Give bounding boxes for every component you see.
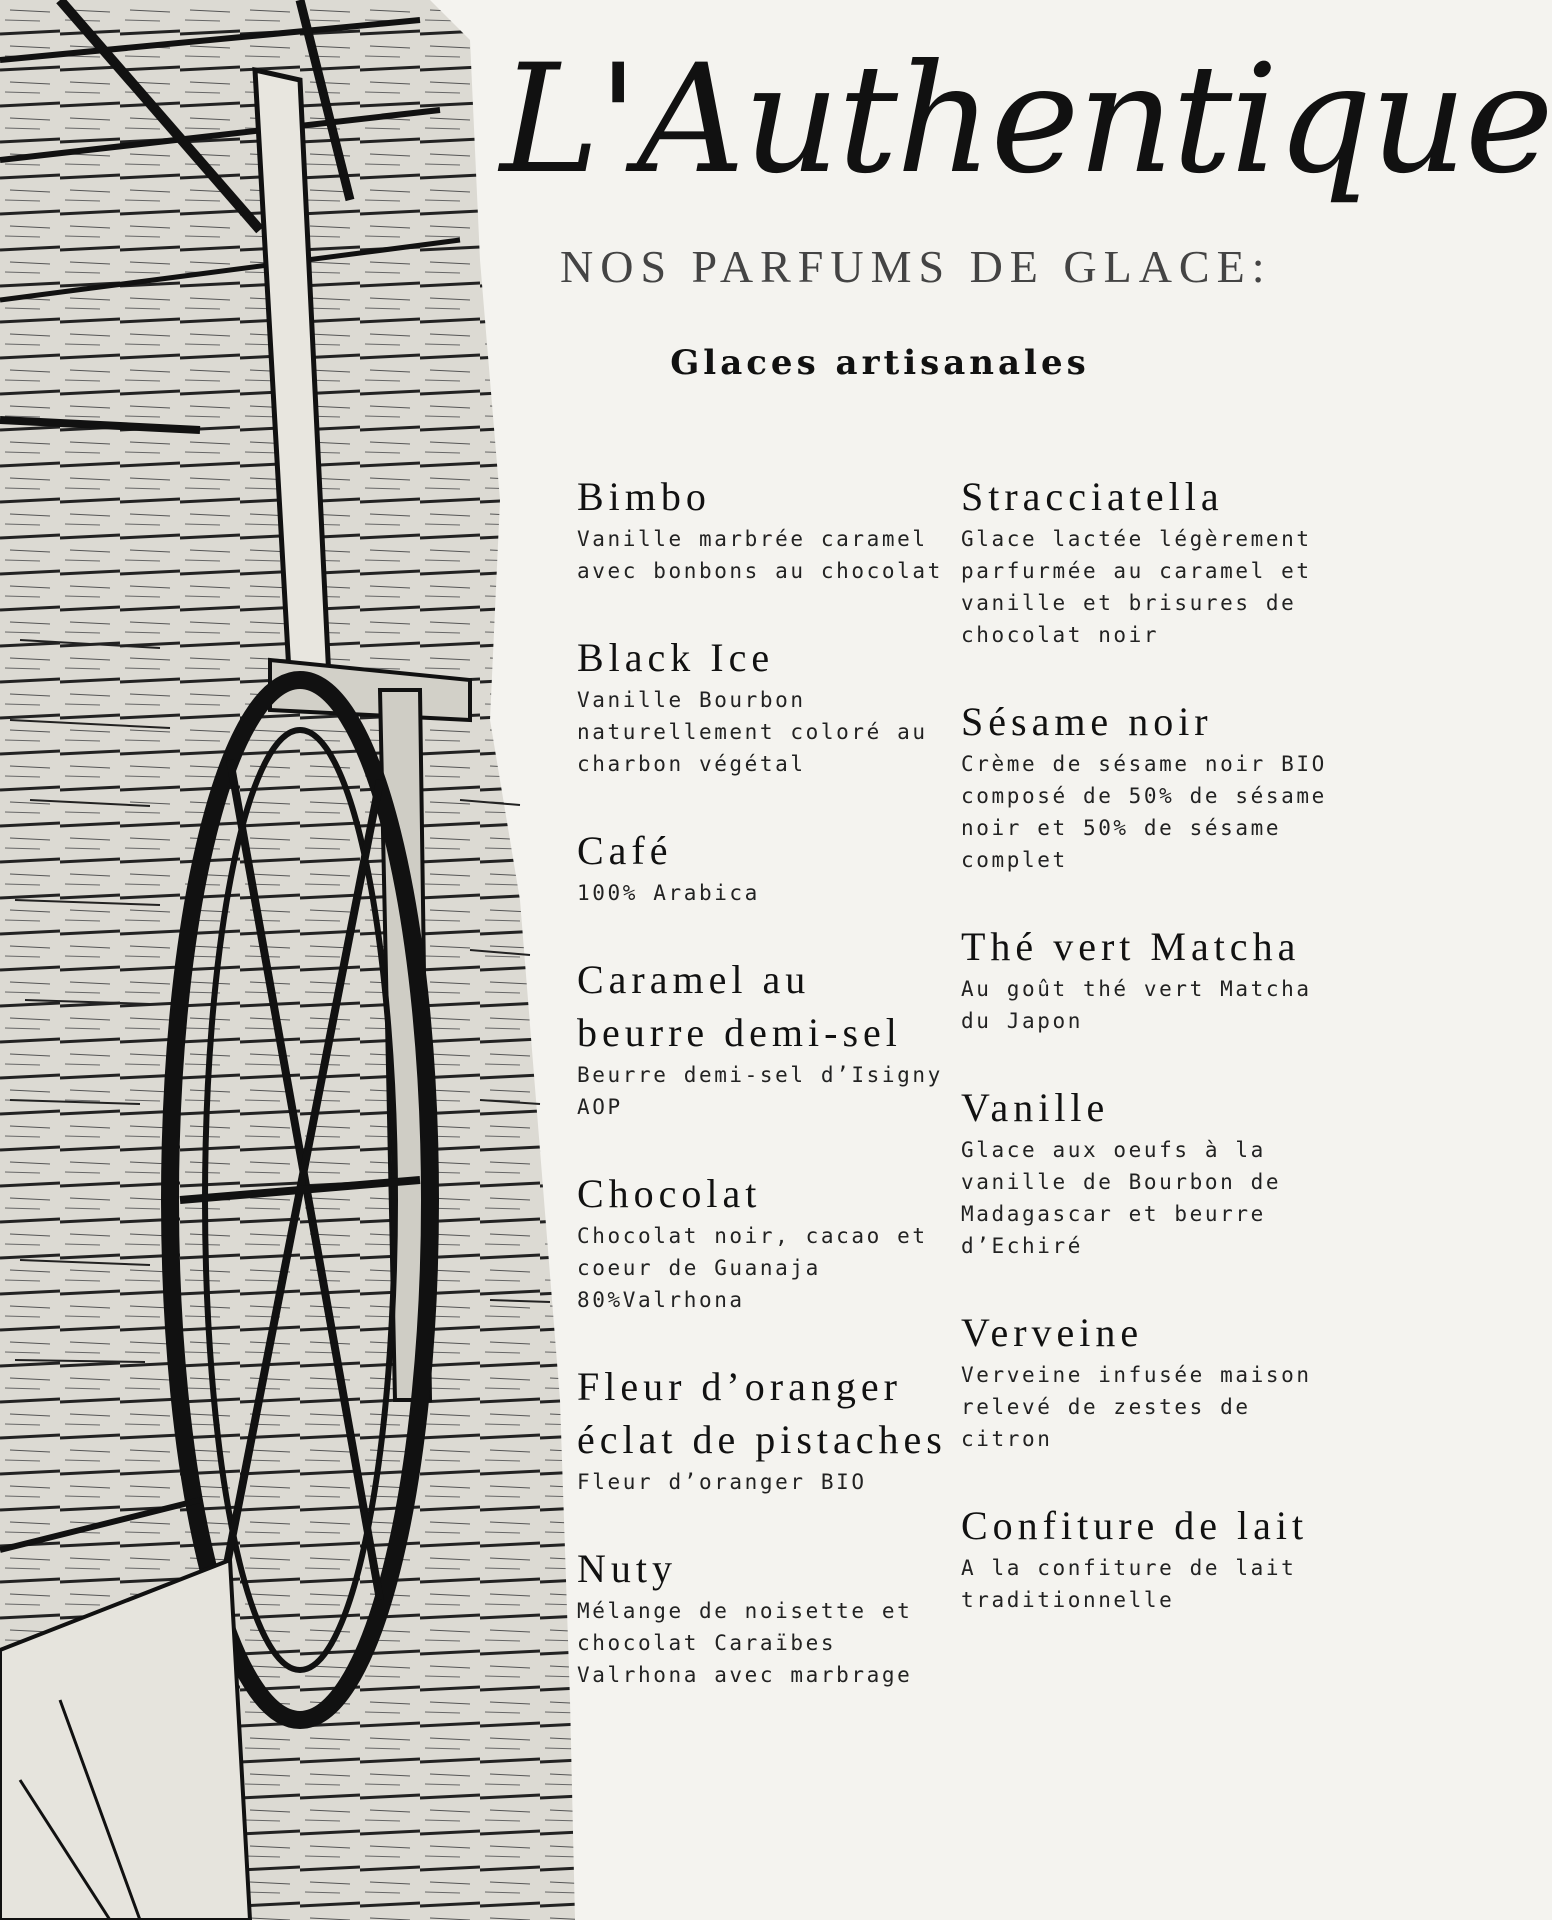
flavor-name: Nuty [577, 1546, 677, 1591]
flavor-name: Bimbo [577, 474, 711, 519]
restaurant-title: L'Authentique [500, 33, 1552, 207]
flavor-description: Vanille marbrée caramel avec bonbons au chocolat [577, 527, 943, 583]
flavor-name: Vanille [961, 1085, 1110, 1130]
flavor-description: Au goût thé vert Matcha du Japon [961, 977, 1312, 1033]
flavor-description: Chocolat noir, cacao et coeur de Guanaja 80%Valrhona [577, 1224, 928, 1312]
flavor-description: Glace lactée légèrement parfurmée au caramel et vanille et brisures de chocolat noir [961, 527, 1312, 647]
flavor-name: Thé vert Matcha [961, 924, 1301, 969]
flavor-description: 100% Arabica [577, 881, 760, 905]
flavor-description: Beurre demi-sel d’Isigny AOP [577, 1063, 943, 1119]
flavor-name: Café [577, 828, 673, 873]
flavor-item [577, 953, 957, 1123]
flavor-item [961, 1081, 1341, 1262]
flavor-description: Verveine infusée maison relevé de zestes de citron [961, 1363, 1312, 1451]
menu-subtitle: NOS PARFUMS DE GLACE: [560, 241, 1272, 292]
flavor-item [961, 920, 1341, 1037]
section-heading: Glaces artisanales [670, 343, 1090, 383]
flavor-item [961, 1499, 1341, 1616]
flavor-item [577, 470, 957, 587]
flavor-description: Fleur d’oranger BIO [577, 1470, 867, 1494]
flavor-description: Crème de sésame noir BIO composé de 50% de sésame noir et 50% de sésame complet [961, 752, 1327, 872]
flavor-item [961, 470, 1341, 651]
flavor-description: Glace aux oeufs à la vanille de Bourbon de Madagascar et beurre d’Echiré [961, 1138, 1282, 1258]
flavor-name: Black Ice [577, 635, 775, 680]
flavor-name: Caramel au beurre demi-sel [577, 957, 902, 1055]
flavor-list-right [961, 470, 1341, 1660]
flavor-description: Vanille Bourbon naturellement coloré au charbon végétal [577, 688, 928, 776]
water-wheel-illustration [0, 0, 580, 1920]
flavor-item [577, 1167, 957, 1316]
flavor-item [961, 1306, 1341, 1455]
flavor-name: Verveine [961, 1310, 1144, 1355]
flavor-item [577, 1360, 957, 1498]
flavor-list-left [577, 470, 957, 1735]
flavor-name: Chocolat [577, 1171, 762, 1216]
flavor-name: Stracciatella [961, 474, 1224, 519]
flavor-item [577, 824, 957, 909]
flavor-item [961, 695, 1341, 876]
flavor-name: Sésame noir [961, 699, 1213, 744]
flavor-description: A la confiture de lait traditionnelle [961, 1556, 1297, 1612]
flavor-description: Mélange de noisette et chocolat Caraïbes Valrhona avec marbrage [577, 1599, 913, 1687]
flavor-item [577, 631, 957, 780]
flavor-name: Confiture de lait [961, 1503, 1309, 1548]
flavor-name: Fleur d’oranger éclat de pistaches [577, 1364, 947, 1462]
flavor-item [577, 1542, 957, 1691]
